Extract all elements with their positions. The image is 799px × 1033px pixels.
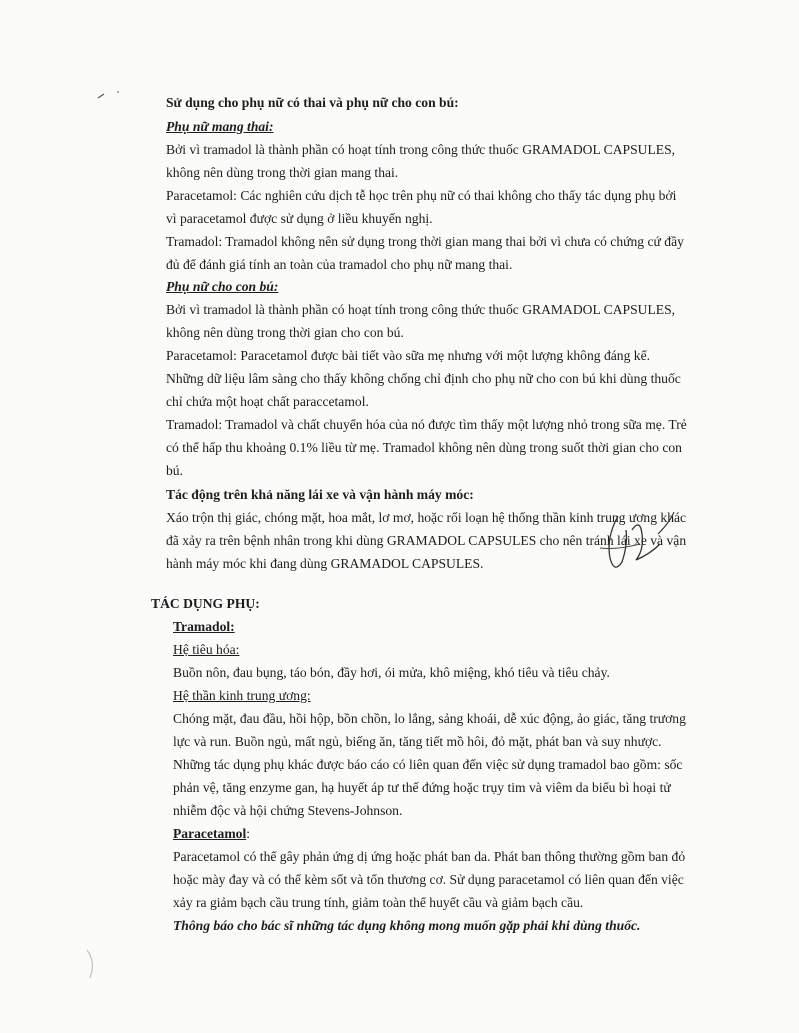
paragraph-line: xảy ra giảm bạch cầu trung tính, giảm toàn thể huyết cầu và giảm bạch cầu. [173,895,584,910]
section-heading-pregnancy-lactation: Sử dụng cho phụ nữ có thai và phụ nữ cho con bú: [166,95,459,110]
subheading-driving-machinery: Tác động trên khả năng lái xe và vận hành máy móc: [166,487,474,502]
subheading-pregnant-women: Phụ nữ mang thai: [166,119,274,134]
subheading-central-nervous-system: Hệ thần kinh trung ương: [173,688,311,703]
scan-edge-mark [84,948,104,984]
paragraph-line: vì paracetamol được sử dụng ở liều khuyến nghị. [166,211,433,226]
paragraph-line: không nên dùng trong thời gian cho con bú. [166,325,404,340]
paragraph-line: đủ để đánh giá tính an toàn của tramadol cho phụ nữ mang thai. [166,257,513,272]
paragraph-line: Những dữ liệu lâm sàng cho thấy không chống chỉ định cho phụ nữ cho con bú khi dùng thuốc [166,371,681,386]
paragraph-line: Xáo trộn thị giác, chóng mặt, hoa mắt, lơ mơ, hoặc rối loạn hệ thống thần kinh trung ương khác [166,510,687,525]
subheading-paracetamol-label: Paracetamol [173,826,247,841]
paragraph-line: nhiễm độc và hội chứng Stevens-Johnson. [173,803,403,818]
scan-speck-mark [96,86,130,102]
paragraph-line: Paracetamol: Các nghiên cứu dịch tễ học trên phụ nữ có thai không cho thấy tác dụng phụ bởi [166,188,677,203]
paragraph-line: đã xảy ra trên bệnh nhân trong khi dùng GRAMADOL CAPSULES cho nên tránh lái xe và vận [166,533,687,548]
paragraph-line: không nên dùng trong thời gian mang thai. [166,165,399,180]
subheading-paracetamol-colon: : [246,826,251,841]
paragraph-line: Chóng mặt, đau đầu, hồi hộp, bồn chồn, lo lắng, sảng khoái, dễ xúc động, ảo giác, tăng trương [173,711,686,726]
paragraph-line: Bởi vì tramadol là thành phần có hoạt tính trong công thức thuốc GRAMADOL CAPSULES, [166,142,676,157]
paragraph-line: Buồn nôn, đau bụng, táo bón, đầy hơi, ói mửa, khô miệng, khó tiêu và tiêu chảy. [173,665,610,680]
subheading-digestive-system: Hệ tiêu hóa: [173,642,240,657]
paragraph-line: Tramadol: Tramadol không nên sử dụng trong thời gian mang thai bởi vì chưa có chứng cứ đầy [166,234,684,249]
paragraph-line: lực và run. Buồn ngủ, mất ngủ, biếng ăn, tăng tiết mồ hôi, đỏ mặt, phát ban và suy nhược. [173,734,662,749]
subheading-lactating-women: Phụ nữ cho con bú: [166,279,279,294]
paragraph-line: Bởi vì tramadol là thành phần có hoạt tính trong công thức thuốc GRAMADOL CAPSULES, [166,302,676,317]
subheading-tramadol: Tramadol: [173,619,235,634]
paragraph-line: bú. [166,463,183,478]
paragraph-line: phản vệ, tăng enzyme gan, hạ huyết áp tư thế đứng hoặc trụy tim và viêm da biểu bì hoại tử [173,780,671,795]
paragraph-line: Paracetamol có thể gây phản ứng dị ứng hoặc phát ban da. Phát ban thông thường gồm ban đỏ [173,849,686,864]
paragraph-line: có thể hấp thu khoảng 0.1% liều từ mẹ. Tramadol không nên dùng trong suốt thời gian cho con [166,440,682,455]
section-heading-side-effects: TÁC DỤNG PHỤ: [151,596,260,611]
paragraph-line: hoặc mày đay và có thể kèm sốt và tổn thương cơ. Sử dụng paracetamol có liên quan đến việc [173,872,684,887]
handwritten-initials-signature [588,508,684,582]
paragraph-line: hành máy móc khi đang dùng GRAMADOL CAPSULES. [166,556,484,571]
paragraph-line: Tramadol: Tramadol và chất chuyển hóa của nó được tìm thấy một lượng nhỏ trong sữa mẹ. Trẻ [166,417,687,432]
paragraph-line: Paracetamol: Paracetamol được bài tiết vào sữa mẹ nhưng với một lượng không đáng kể. [166,348,651,363]
doctor-notice: Thông báo cho bác sĩ những tác dụng không mong muốn gặp phải khi dùng thuốc. [173,918,641,933]
subheading-paracetamol [173,825,250,843]
paragraph-line: chỉ chứa một hoạt chất paraccetamol. [166,394,369,409]
paragraph-line: Những tác dụng phụ khác được báo cáo có liên quan đến việc sử dụng tramadol bao gồm: sốc [173,757,683,772]
